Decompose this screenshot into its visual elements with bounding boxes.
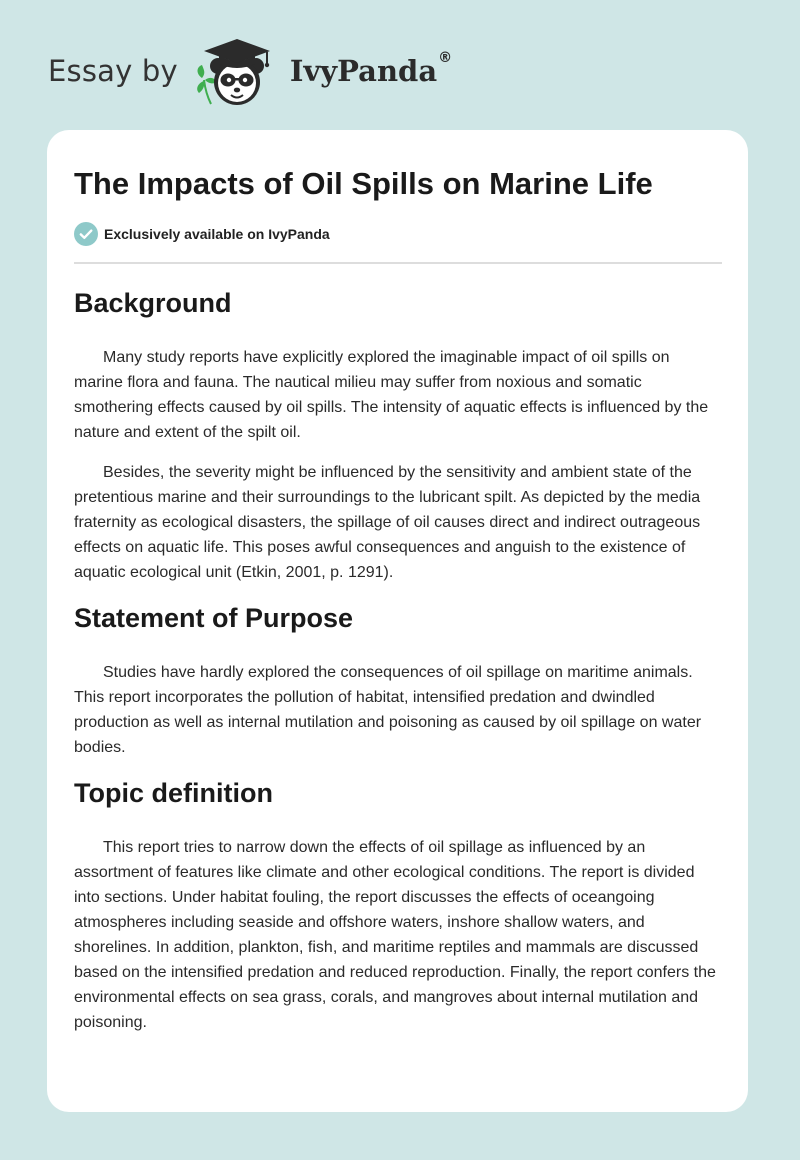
paragraph: Many study reports have explicitly explored the imaginable impact of oil spills on marine flora and fauna. The nautical milieu may suffer from noxious and somatic smothering effects caused by oil spills. The intensity of aquatic effects is influenced by the nature and extent of the spilt oil.: [74, 349, 709, 441]
brand-prefix: Essay by: [48, 54, 178, 88]
title-divider: [74, 262, 722, 264]
section-heading-background: Background: [74, 288, 232, 318]
section-heading-statement-of-purpose: Statement of Purpose: [74, 603, 354, 633]
paragraph: Studies have hardly explored the consequences of oil spillage on maritime animals. This report incorporates the pollution of habitat, intensified predation and dwindled production as well as internal mutilation and poisoning as caused by oil spillage on water bodies.: [74, 664, 702, 756]
check-circle-icon: [74, 222, 98, 246]
availability-badge: [74, 221, 722, 247]
paragraph: Besides, the severity might be influenced by the sensitivity and ambient state of the pretentious marine and their surroundings to the lubricant spilt. As depicted by the media fraternity as ecological disasters, the spillage of oil causes direct and indirect outrageous effects on aquatic life. This poses awful consequences and anguish to the existence of aquatic ecological unit (Etkin, 2001, p. 1291).: [74, 464, 701, 581]
panda-graduate-logo-icon: [192, 34, 288, 108]
essay-card: [47, 130, 748, 1112]
essay-title: The Impacts of Oil Spills on Marine Life: [74, 166, 653, 201]
availability-badge-label: Exclusively available on IvyPanda: [104, 226, 330, 242]
section-heading-topic-definition: Topic definition: [74, 778, 273, 808]
paragraph: This report tries to narrow down the effects of oil spillage as influenced by an assortment of features like climate and other ecological conditions. The report is divided into sections. Under habitat fouling, the report discusses the effects of oceangoing atmospheres including seaside and offshore waters, inshore shallow waters, and shorelines. In addition, plankton, fish, and maritime reptiles and mammals are discussed based on the intensified predation and reduced reproduction. Finally, the report confers the environmental effects on sea grass, corals, and mangroves about internal mutilation and poisoning.: [74, 839, 716, 1031]
site-brand[interactable]: [48, 36, 452, 106]
registered-mark: ®: [438, 50, 453, 66]
brand-name: IvyPanda®: [289, 50, 453, 88]
